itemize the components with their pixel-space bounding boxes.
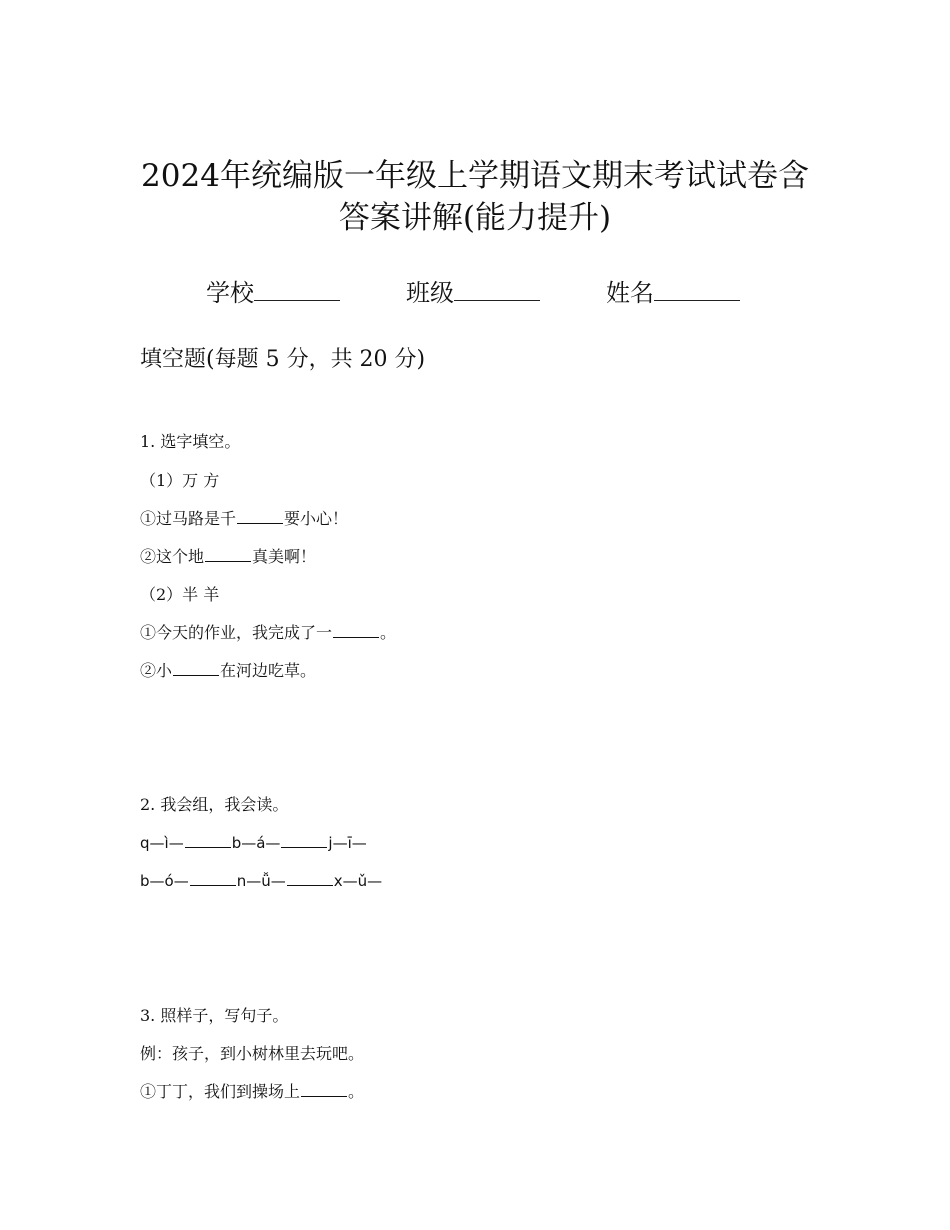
q3-item1-blank[interactable] (301, 1080, 347, 1097)
class-blank[interactable] (454, 278, 540, 301)
q2-row2-b: n—ǚ— (236, 872, 286, 890)
q3-item1-before: ①丁丁，我们到操场上 (140, 1082, 301, 1101)
page-title-line-2: 答案讲解(能力提升) (338, 200, 612, 236)
q3-example: 例：孩子，到小树林里去玩吧。 (140, 1044, 365, 1063)
q1-prompt: 1. 选字填空。 (140, 432, 241, 451)
q3-prompt: 3. 照样子，写句子。 (140, 1006, 289, 1025)
q2-row2-a: b—ó— (140, 872, 189, 890)
q2-row1-c: j—ī— (328, 834, 367, 852)
class-field[interactable] (406, 277, 540, 309)
q2-row1-b-blank[interactable] (281, 831, 327, 848)
q1-item3 (140, 621, 396, 645)
q1-item2-after: 真美啊！ (252, 547, 317, 566)
q1-item3-after: 。 (380, 623, 397, 642)
q1-item3-before: ①今天的作业，我完成了一 (140, 623, 333, 642)
q1-group2-label: （2）半 羊 (140, 585, 220, 604)
q1-item4-before: ②小 (140, 661, 173, 680)
q2-row2-b-blank[interactable] (287, 869, 333, 886)
q3-item1-after: 。 (348, 1082, 365, 1101)
q3-item1 (140, 1080, 364, 1104)
class-label: 班级 (406, 279, 454, 307)
q1-item2 (140, 545, 316, 569)
q1-item1-before: ①过马路是千 (140, 509, 237, 528)
q2-row1-a: q—ì— (140, 834, 184, 852)
section-heading: 填空题(每题 5 分，共 20 分) (140, 347, 426, 372)
name-blank[interactable] (654, 278, 740, 301)
school-field[interactable] (206, 277, 340, 309)
page-title-line-1: 2024年统编版一年级上学期语文期末考试试卷含 (141, 158, 809, 194)
q1-group1-label: （1）万 方 (140, 471, 220, 490)
q1-item2-before: ②这个地 (140, 547, 205, 566)
q2-prompt: 2. 我会组，我会读。 (140, 795, 289, 814)
q1-item1-blank[interactable] (237, 507, 283, 524)
q2-row1-b: b—á— (231, 834, 281, 852)
name-label: 姓名 (606, 279, 654, 307)
school-blank[interactable] (254, 278, 340, 301)
q1-item3-blank[interactable] (333, 621, 379, 638)
q1-item4 (140, 659, 316, 683)
school-label: 学校 (206, 279, 254, 307)
q1-item1 (140, 507, 348, 531)
q2-row2-c: x—ǔ— (333, 872, 383, 890)
q2-row2-a-blank[interactable] (190, 869, 236, 886)
name-field[interactable] (606, 277, 740, 309)
q2-row1-a-blank[interactable] (185, 831, 231, 848)
q1-item1-after: 要小心！ (284, 509, 349, 528)
q2-row2 (140, 869, 382, 893)
q2-row1 (140, 831, 367, 855)
q1-item2-blank[interactable] (205, 545, 251, 562)
q1-item4-after: 在河边吃草。 (220, 661, 317, 680)
q1-item4-blank[interactable] (173, 659, 219, 676)
